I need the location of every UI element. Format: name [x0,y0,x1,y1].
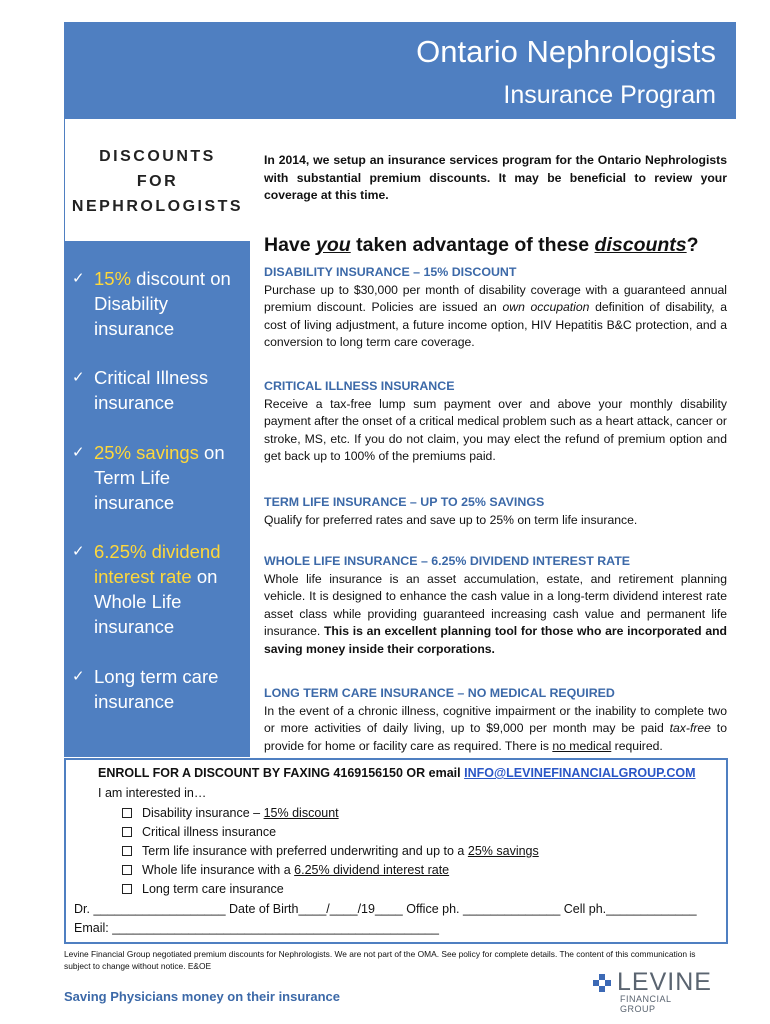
section-long-term-care [264,685,727,755]
page-title: Ontario Nephrologists [416,34,716,69]
discount-sidebar [64,241,250,757]
section-heading: LONG TERM CARE INSURANCE – NO MEDICAL REQUIRED [264,686,615,700]
body-text: Purchase up to $30,000 per month of disability coverage with a guaranteed annual premium discount. Policies are issued an [264,282,727,314]
question-emphasis: you [316,234,351,256]
option-underline: 25% savings [467,844,539,858]
checkmark-icon: ✓ [72,668,85,685]
header-banner [64,22,736,119]
sidebar-item-whole-life [72,539,250,639]
checkmark-icon: ✓ [72,369,85,386]
section-heading: WHOLE LIFE INSURANCE – 6.25% DIVIDEND INTEREST RATE [264,554,631,568]
section-term-life [264,494,727,529]
checkbox[interactable] [122,846,132,856]
sidebar-item-long-term-care [72,664,250,714]
option-label: Whole life insurance with a [142,863,295,877]
email-link[interactable]: INFO@LEVINEFINANCIALGROUP.COM [464,766,696,780]
option-disability[interactable] [122,806,339,820]
body-bold-text: This is an excellent planning tool for those who are incorporated and saving money inside their corporations. [264,624,727,656]
body-text: definition of disability, a cost of living adjustment, a future income option, HIV Hepatitis B&C protection, and a conversion to long term care coverage. [264,300,727,349]
option-label: Long term care insurance [142,882,284,896]
body-emphasis: tax-free [669,721,711,735]
option-whole-life[interactable] [122,863,449,877]
logo-subtitle: FINANCIAL GROUP [620,994,672,1014]
page-subtitle: Insurance Program [503,81,716,109]
option-underline: 15% discount [263,806,339,820]
option-underline: 6.25% dividend interest rate [294,863,450,877]
sidebar-text: discount on [131,268,231,289]
sidebar-text: Long term care [94,666,219,687]
question-text: Have [264,234,317,256]
section-heading: DISABILITY INSURANCE – 15% DISCOUNT [264,265,517,279]
question-text: ? [686,234,699,256]
sidebar-text: insurance [94,616,175,637]
question-emphasis: discounts [594,234,687,256]
discounts-heading-line: NEPHROLOGISTS [71,198,244,215]
disclaimer: Levine Financial Group negotiated premium discounts for Nephrologists. We are not part of the OMA. See policy for complete details. The content of this communication is subject to change without notice. E&OE [64,949,696,971]
intro-paragraph: In 2014, we setup an insurance services program for the Ontario Nephrologists with substantial premium discounts. It may be beneficial to review your coverage at this time. [264,153,727,202]
sidebar-text: on [191,566,218,587]
body-text: Whole life insurance is an asset accumulation, estate, and retirement planning vehicle. It is designed to enhance the cash value in a long-term dividend interest rate asset class while providing guaranteed increasing cash value and permanent life insurance. [264,571,727,638]
sidebar-text: on [198,442,225,463]
enroll-form [64,758,728,944]
section-critical-illness [264,378,727,466]
option-critical-illness[interactable] [122,825,276,839]
checkbox[interactable] [122,808,132,818]
sidebar-text: Critical Illness [94,367,209,388]
sidebar-item-disability [72,266,250,341]
email-field[interactable]: Email: _______________________________________________ [74,921,439,935]
sidebar-item-critical-illness [72,365,250,415]
section-body [264,571,727,659]
sidebar-text: insurance [94,691,175,712]
option-term-life[interactable] [122,844,539,858]
checkbox[interactable] [122,827,132,837]
body-emphasis: own occupation [502,300,590,314]
option-long-term-care[interactable] [122,882,284,896]
section-body: Receive a tax-free lump sum payment over and above your monthly disability payment after the onset of a critical medical problem such as a heart attack, cancer or stroke, MS, etc. If you do not claim, you may elect the refund of premium option and get back up to 100% of the premiums paid. [264,396,727,463]
body-text: required. [611,738,663,753]
checkmark-icon: ✓ [72,543,85,560]
checkbox[interactable] [122,865,132,875]
section-body: Qualify for preferred rates and save up to 25% on term life insurance. [264,512,638,527]
option-label: Term life insurance with preferred underwriting and up to a [142,844,468,858]
cross-logo-icon [593,974,611,992]
body-text: In the event of a chronic illness, cognitive impairment or the inability to complete two or more activities of daily living, up to $9,000 per month may be paid [264,703,727,735]
section-whole-life [264,553,727,658]
sidebar-text: insurance [94,318,175,339]
body-underline: no medical [552,738,612,753]
sidebar-text: insurance [94,392,175,413]
sidebar-text: insurance [94,492,175,513]
contact-fields[interactable]: Dr. ___________________ Date of Birth____/____/19____ Office ph. ______________ Cell ph._____________ [74,902,697,916]
sidebar-highlight: 15% [94,268,132,289]
section-body [264,282,727,352]
discounts-heading-line: DISCOUNTS [99,148,216,165]
body-text: to provide for home or facility care as required. There is [264,721,727,753]
footer-tagline: Saving Physicians money on their insurance [64,989,340,1004]
sidebar-highlight: interest rate [94,566,192,587]
enroll-heading [98,766,696,780]
option-label: Critical illness insurance [142,825,277,839]
sidebar-highlight: 25% savings [94,442,199,463]
main-question-heading [264,234,734,257]
sidebar-item-term-life [72,440,250,515]
section-body [264,703,727,756]
interest-label: I am interested in… [98,786,207,800]
question-text: taken advantage of these [350,234,595,256]
checkbox[interactable] [122,884,132,894]
sidebar-text: Disability [94,293,169,314]
discounts-heading-line: FOR [136,173,179,190]
section-heading: TERM LIFE INSURANCE – UP TO 25% SAVINGS [264,495,545,509]
discounts-heading [64,119,250,241]
enroll-heading-text: ENROLL FOR A DISCOUNT BY FAXING 4169156150 OR email [98,766,465,780]
checkmark-icon: ✓ [72,270,85,287]
sidebar-text: Term Life [94,467,171,488]
section-disability [264,264,727,352]
sidebar-text: Whole Life [94,591,182,612]
levine-logo [593,968,712,1014]
sidebar-highlight: 6.25% dividend [94,541,221,562]
option-label: Disability insurance – [142,806,264,820]
logo-name: LEVINE [617,968,712,996]
checkmark-icon: ✓ [72,444,85,461]
section-heading: CRITICAL ILLNESS INSURANCE [264,379,455,393]
